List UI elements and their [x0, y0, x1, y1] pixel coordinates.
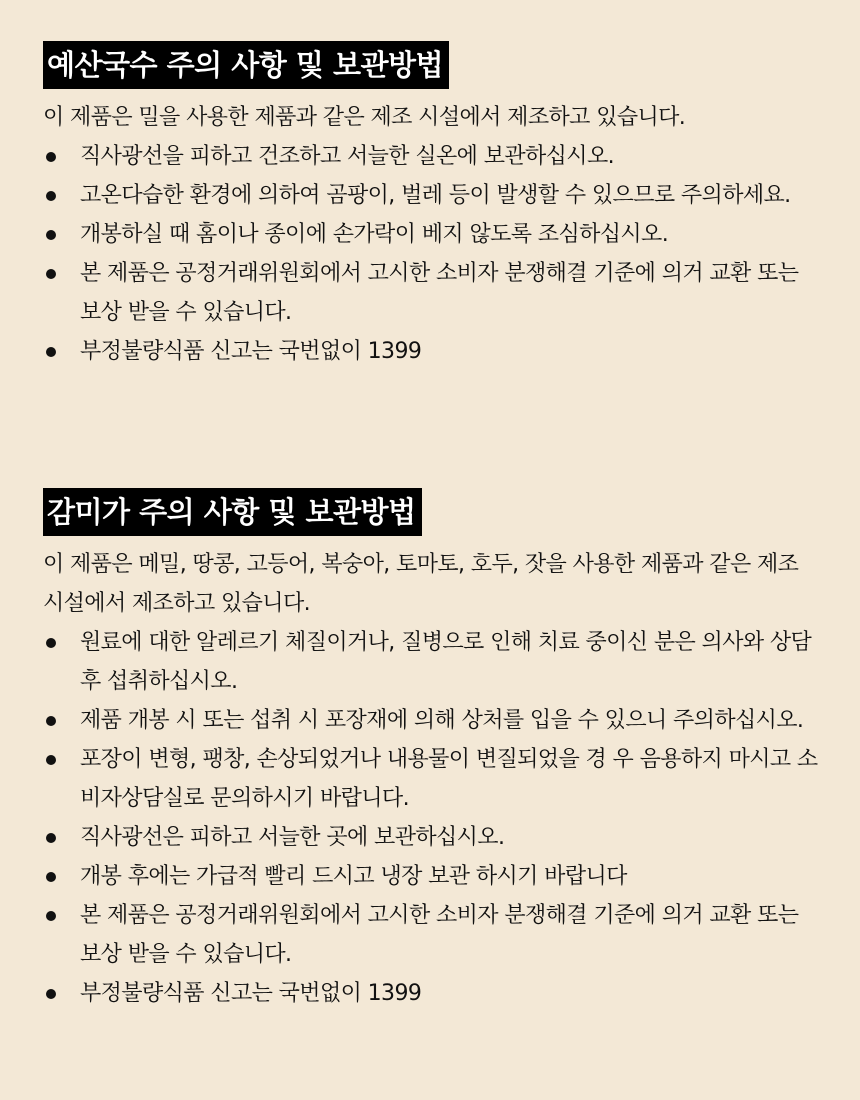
facility-notice: 이 제품은 메밀, 땅콩, 고등어, 복숭아, 토마토, 호두, 잣을 사용한 제품과 같은 제조 시설에서 제조하고 있습니다. [43, 552, 799, 616]
precaution-list [43, 137, 823, 371]
list-item-text: 원료에 대한 알레르기 체질이거나, 질병으로 인해 치료 중이신 분은 의사와 상담 후 섭취하십시오. [80, 630, 812, 694]
list-item [43, 974, 823, 1013]
bullet-icon [46, 269, 56, 279]
bullet-icon [46, 911, 56, 921]
list-item [43, 332, 823, 371]
list-item [43, 137, 823, 176]
list-item-text: 제품 개봉 시 또는 섭취 시 포장재에 의해 상처를 입을 수 있으니 주의하십시오. [80, 708, 804, 733]
facility-notice: 이 제품은 밀을 사용한 제품과 같은 제조 시설에서 제조하고 있습니다. [43, 105, 686, 130]
bullet-icon [46, 833, 56, 843]
bullet-icon [46, 989, 56, 999]
list-item-text: 부정불량식품 신고는 국번없이 1399 [80, 339, 422, 364]
list-item-text: 직사광선을 피하고 건조하고 서늘한 실온에 보관하십시오. [80, 144, 615, 169]
list-item [43, 857, 823, 896]
list-item [43, 254, 823, 332]
gammiga-precautions-section [43, 488, 823, 1013]
section-heading: 예산국수 주의 사항 및 보관방법 [43, 41, 449, 89]
list-item [43, 701, 823, 740]
list-item-text: 개봉하실 때 홈이나 종이에 손가락이 베지 않도록 조심하십시오. [80, 222, 669, 247]
list-item [43, 896, 823, 974]
bullet-icon [46, 716, 56, 726]
bullet-icon [46, 191, 56, 201]
section-heading: 감미가 주의 사항 및 보관방법 [43, 488, 422, 536]
list-item-text: 고온다습한 환경에 의하여 곰팡이, 벌레 등이 발생할 수 있으므로 주의하세요. [80, 183, 791, 208]
list-item-text: 본 제품은 공정거래위원회에서 고시한 소비자 분쟁해결 기준에 의거 교환 또는 보상 받을 수 있습니다. [80, 261, 799, 325]
list-item [43, 176, 823, 215]
list-item-text: 개봉 후에는 가급적 빨리 드시고 냉장 보관 하시기 바랍니다 [80, 864, 627, 889]
list-item [43, 623, 823, 701]
list-item-text: 부정불량식품 신고는 국번없이 1399 [80, 981, 422, 1006]
bullet-icon [46, 152, 56, 162]
bullet-icon [46, 638, 56, 648]
list-item-text: 포장이 변형, 팽창, 손상되었거나 내용물이 변질되었을 경 우 음용하지 마시고 소비자상담실로 문의하시기 바랍니다. [80, 747, 818, 811]
list-item [43, 818, 823, 857]
list-item-text: 본 제품은 공정거래위원회에서 고시한 소비자 분쟁해결 기준에 의거 교환 또는 보상 받을 수 있습니다. [80, 903, 799, 967]
list-item [43, 215, 823, 254]
bullet-icon [46, 230, 56, 240]
bullet-icon [46, 347, 56, 357]
list-item [43, 740, 823, 818]
list-item-text: 직사광선은 피하고 서늘한 곳에 보관하십시오. [80, 825, 505, 850]
bullet-icon [46, 872, 56, 882]
precaution-list [43, 623, 823, 1013]
noodle-precautions-section [43, 41, 823, 371]
bullet-icon [46, 755, 56, 765]
